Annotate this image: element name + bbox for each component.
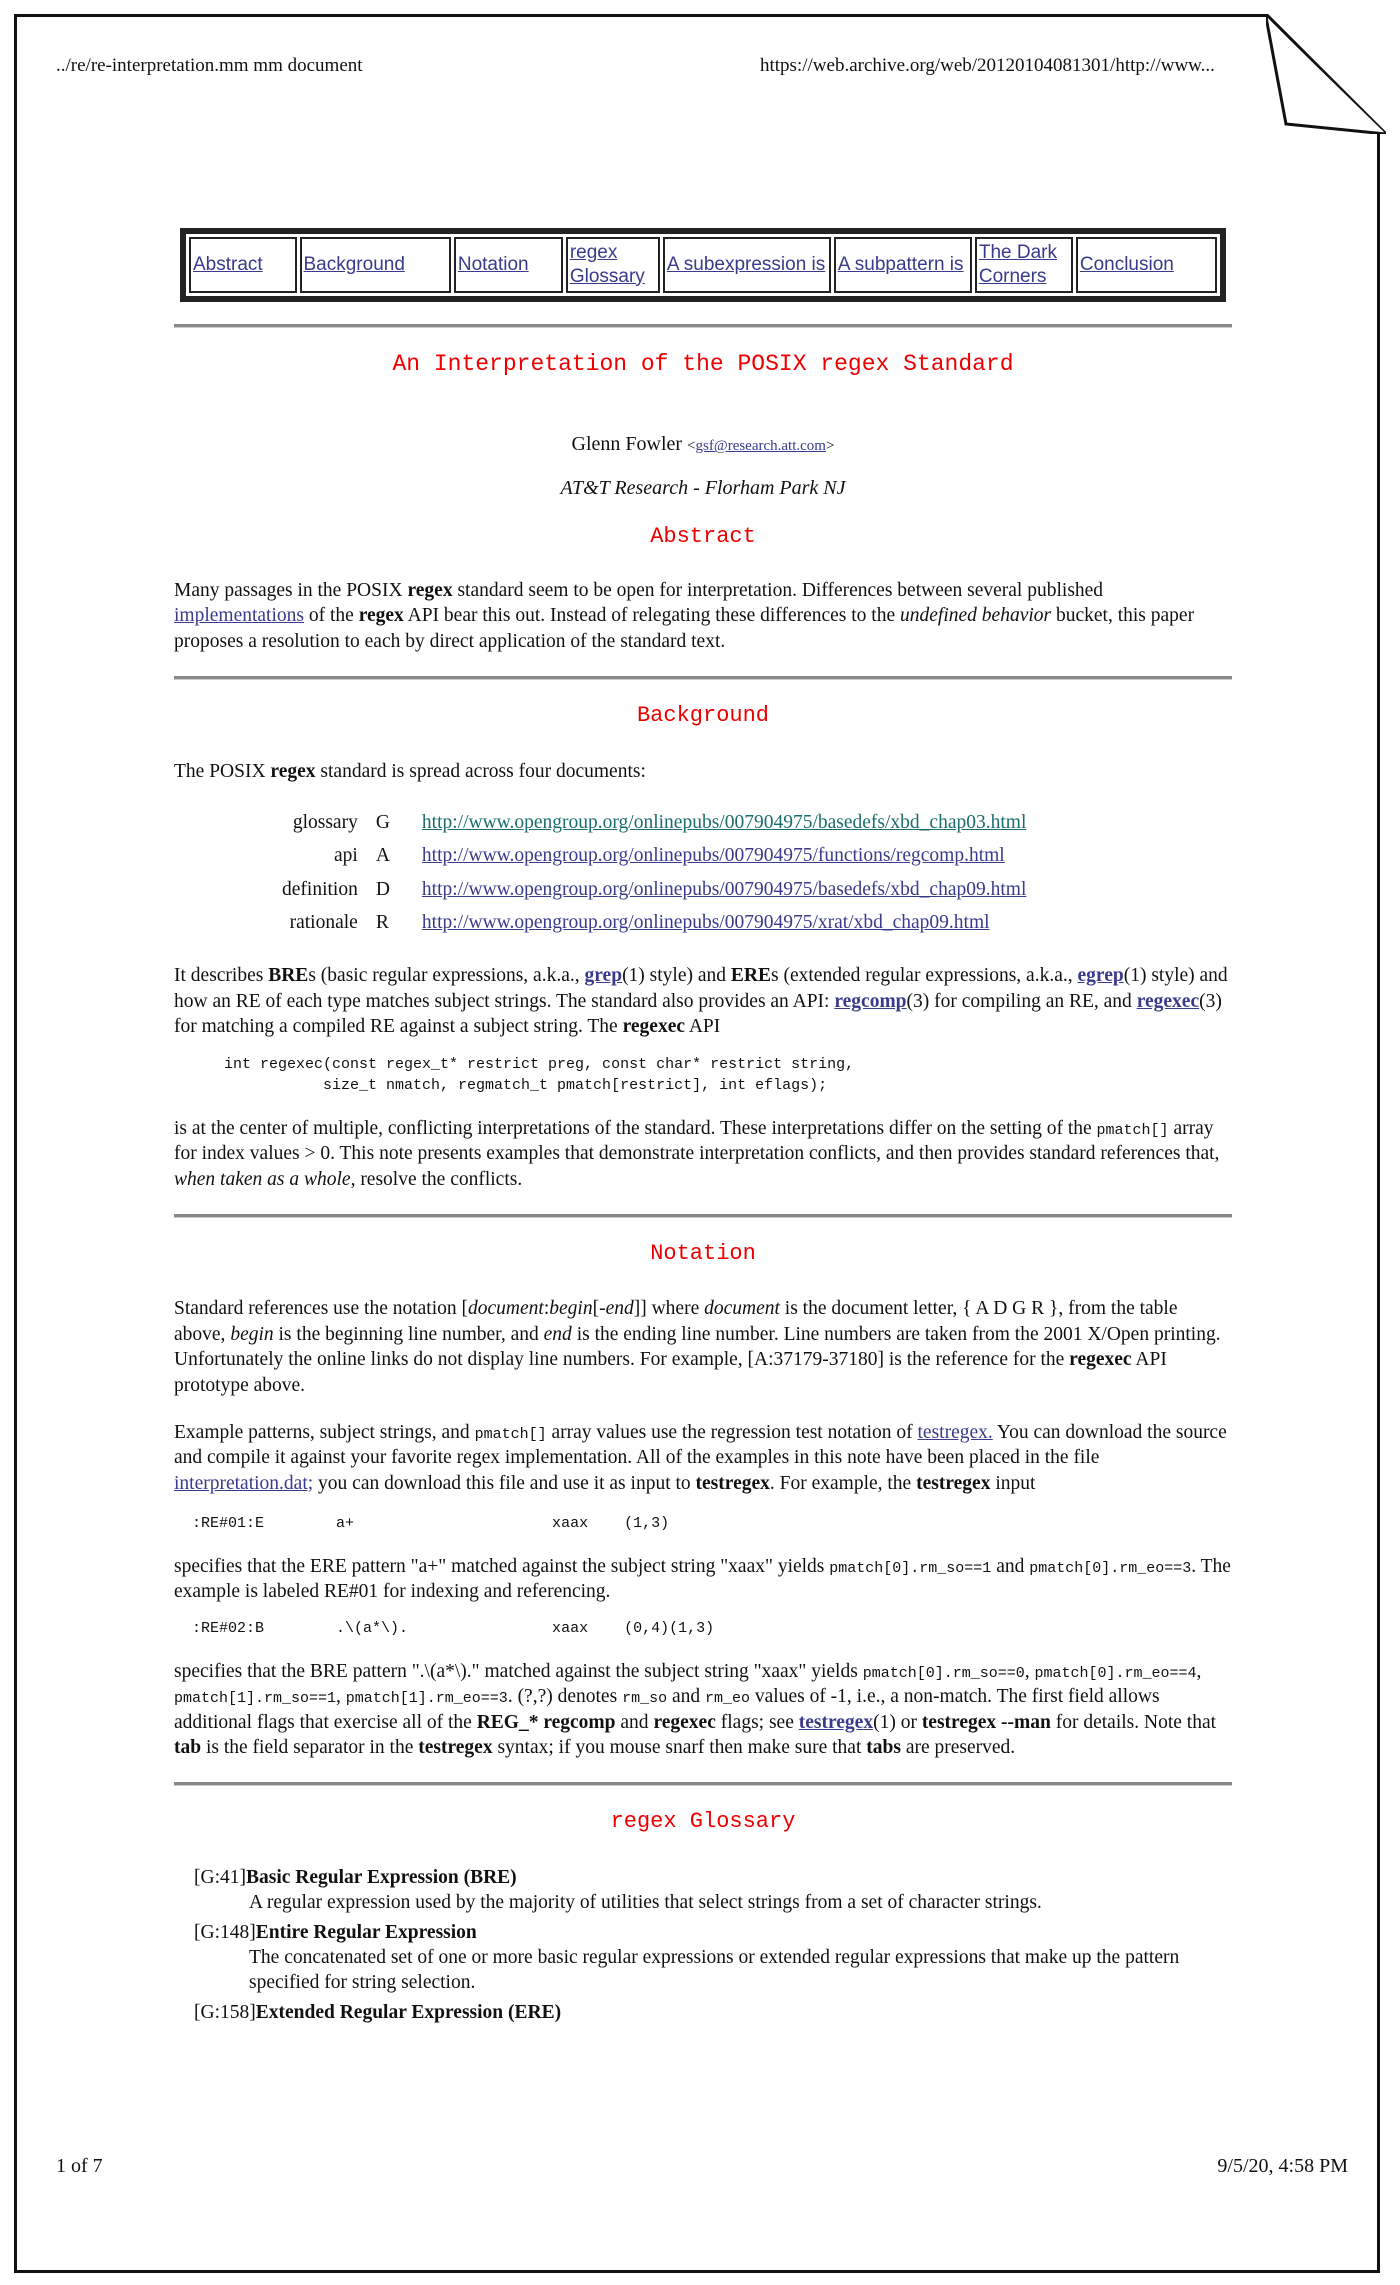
- testregex-man-link[interactable]: testregex: [798, 1711, 874, 1733]
- author-line: Glenn Fowler <gsf@research.att.com>: [571, 433, 835, 456]
- nav-cell: [834, 237, 972, 293]
- doc-link-glossary[interactable]: http://www.opengroup.org/onlinepubs/007904975/basedefs/xbd_chap03.html: [421, 811, 1027, 833]
- print-timestamp: 9/5/20, 4:58 PM: [1217, 2155, 1348, 2177]
- nav-cell: [663, 237, 831, 293]
- nav-cell: [1076, 237, 1217, 293]
- nav-link-glossary[interactable]: regex Glossary: [569, 242, 645, 287]
- table-row: rationale R http://www.opengroup.org/onlinepubs/007904975/xrat/xbd_chap09.html: [289, 911, 990, 933]
- glossary-definition: A regular expression used by the majority of utilities that select strings from a set of character strings.: [249, 1892, 1042, 1914]
- nav-link-abstract[interactable]: Abstract: [193, 253, 263, 275]
- nav-cell: [300, 237, 451, 293]
- nav-link-subexpression[interactable]: A subexpression is: [666, 253, 826, 275]
- glossary-term: [G:41]Basic Regular Expression (BRE): [194, 1867, 517, 1889]
- regexec-prototype-code: int regexec(const regex_t* restrict preg, const char* restrict string, size_t nmatch, regmatch_t pmatch[restrict], int eflags);: [224, 1056, 855, 1094]
- nav-link-conclusion[interactable]: Conclusion: [1079, 253, 1174, 275]
- divider: [174, 324, 1232, 328]
- divider: [174, 676, 1232, 680]
- example-code-re02: :RE#02:B .\(a*\). xaax (0,4)(1,3): [174, 1619, 715, 1637]
- nav-link-notation[interactable]: Notation: [457, 253, 529, 275]
- background-paragraph-3: is at the center of multiple, conflicting interpretations of the standard. These interpretations differ on the setting of the pmatch[] array for index values > 0. This note presents examples that demonstrate interpretation conflicts, and then provides standard references that, when taken as a whole, resolve the conflicts.: [174, 1117, 1220, 1190]
- author-name: Glenn Fowler: [571, 433, 683, 456]
- print-header-left: ../re/re-interpretation.mm mm document: [56, 55, 363, 76]
- author-affiliation: AT&T Research - Florham Park NJ: [560, 477, 846, 500]
- nav-cell: [566, 237, 660, 293]
- abstract-paragraph: Many passages in the POSIX regex standard seem to be open for interpretation. Differences between several published implementations of the regex API bear this out. Instead of relegating these differences to the undefined behavior bucket, this paper proposes a resolution to each by direct application of the standard text.: [174, 579, 1195, 652]
- author-email-link[interactable]: gsf@research.att.com: [695, 438, 826, 455]
- print-header-url: https://web.archive.org/web/20120104081301/http://www...: [760, 55, 1215, 76]
- divider: [174, 1214, 1232, 1218]
- glossary-term: [G:158]Extended Regular Expression (ERE): [194, 2001, 562, 2023]
- notation-heading: Notation: [650, 1240, 756, 1266]
- nav-link-background[interactable]: Background: [303, 253, 405, 275]
- regcomp-link[interactable]: regcomp: [834, 990, 907, 1012]
- background-paragraph-2: It describes BREs (basic regular expressions, a.k.a., grep(1) style) and EREs (extended regular expressions, a.k.a., egrep(1) style) and how an RE of each type matches subject strings. The standard also provides an API: regcomp(3) for compiling an RE, and regexec(3) for matching a compiled RE against a subject string. The regexec API: [174, 965, 1228, 1038]
- notation-paragraph-3: specifies that the ERE pattern "a+" matched against the subject string "xaax" yields pmatch[0].rm_so==1 and pmatch[0].rm_eo==3. The example is labeled RE#01 for indexing and referencing.: [174, 1556, 1231, 1603]
- background-intro: The POSIX regex standard is spread across four documents:: [174, 760, 646, 782]
- document-body: [174, 228, 1232, 2025]
- glossary-term: [G:148]Entire Regular Expression: [194, 1921, 477, 1943]
- documents-table: [274, 806, 1034, 939]
- glossary-list: [194, 1865, 1232, 2025]
- page-corner-fold: [1266, 14, 1386, 134]
- implementations-link[interactable]: implementations: [174, 605, 304, 627]
- doc-link-definition[interactable]: http://www.opengroup.org/onlinepubs/007904975/basedefs/xbd_chap09.html: [421, 878, 1027, 900]
- testregex-link[interactable]: testregex.: [917, 1421, 993, 1443]
- notation-paragraph-2: Example patterns, subject strings, and pmatch[] array values use the regression test notation of testregex. You can download the source and compile it against your favorite regex implementation. All of the examples in this note have been placed in the file interpretation.dat; you can download this file and use it as input to testregex. For example, the testregex input: [174, 1421, 1227, 1494]
- notation-paragraph-4: specifies that the BRE pattern ".\(a*\)." matched against the subject string "xaax" yields pmatch[0].rm_so==0, pmatch[0].rm_eo==4, pmatch[1].rm_so==1, pmatch[1].rm_eo==3. (?,?) denotes rm_so and rm_eo values of -1, i.e., a non-match. The first field allows additional flags that exercise all of the REG_* regcomp and regexec flags; see testregex(1) or testregex --man for details. Note that tab is the field separator in the testregex syntax; if you mouse snarf then make sure that tabs are preserved.: [174, 1661, 1217, 1759]
- doc-link-rationale[interactable]: http://www.opengroup.org/onlinepubs/007904975/xrat/xbd_chap09.html: [421, 911, 990, 933]
- regexec-link[interactable]: regexec: [1136, 990, 1200, 1012]
- interpretation-dat-link[interactable]: interpretation.dat;: [174, 1472, 314, 1494]
- table-row: api A http://www.opengroup.org/onlinepubs/007904975/functions/regcomp.html: [334, 845, 1005, 867]
- nav-cell: [975, 237, 1073, 293]
- egrep-link[interactable]: egrep: [1077, 965, 1124, 987]
- page-title: An Interpretation of the POSIX regex Standard: [392, 350, 1014, 377]
- nav-link-dark-corners[interactable]: The Dark Corners: [978, 242, 1057, 287]
- table-row: glossary G http://www.opengroup.org/onlinepubs/007904975/basedefs/xbd_chap03.html: [292, 811, 1027, 833]
- grep-link[interactable]: grep: [584, 965, 623, 987]
- nav-cell: [189, 237, 297, 293]
- example-code-re01: :RE#01:E a+ xaax (1,3): [174, 1514, 670, 1532]
- nav-link-subpattern[interactable]: A subpattern is: [837, 253, 964, 275]
- divider: [174, 1782, 1232, 1786]
- page-count: 1 of 7: [56, 2155, 103, 2177]
- doc-link-api[interactable]: http://www.opengroup.org/onlinepubs/007904975/functions/regcomp.html: [421, 845, 1005, 867]
- nav-cell: [454, 237, 563, 293]
- section-nav: [180, 228, 1226, 302]
- table-row: definition D http://www.opengroup.org/onlinepubs/007904975/basedefs/xbd_chap09.html: [282, 878, 1027, 900]
- abstract-heading: Abstract: [650, 524, 756, 550]
- glossary-definition: The concatenated set of one or more basic regular expressions or extended regular expressions that make up the pattern specified for string selection.: [249, 1947, 1180, 1994]
- background-heading: Background: [636, 703, 770, 729]
- glossary-heading: regex Glossary: [610, 1809, 796, 1835]
- notation-paragraph-1: Standard references use the notation [document:begin[-end]] where document is the document letter, { A D G R }, from the table above, begin is the beginning line number, and end is the ending line number. Line numbers are taken from the 2001 X/Open printing. Unfortunately the online links do not display line numbers. For example, [A:37179-37180] is the reference for the regexec API prototype above.: [174, 1298, 1221, 1396]
